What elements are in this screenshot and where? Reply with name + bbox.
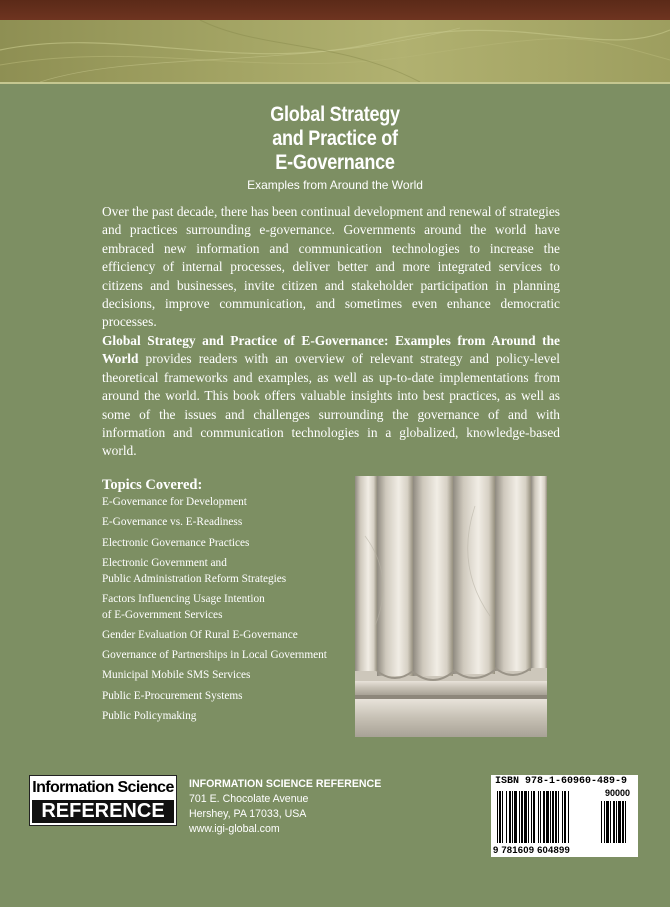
topic-item: Governance of Partnerships in Local Government (102, 649, 327, 661)
marble-column-image (355, 476, 547, 737)
book-title-line-1: Global Strategy (270, 103, 400, 126)
publisher-website: www.igi-global.com (189, 823, 280, 835)
publisher-address-line-1: 701 E. Chocolate Avenue (189, 793, 309, 805)
logo-text-top: Information Science (32, 779, 174, 796)
topic-item: Public Policymaking (102, 710, 197, 722)
price-code: 90000 (604, 788, 630, 798)
description-paragraph-2-text: provides readers with an overview of relevant strategy and policy-level theoretical frameworks and examples, as well as up-to-date implementations from around the world. This book offers valuable insights into best practices, as well as some of the issues and challenges surrounding the governance of and with information and communication technologies in a globalized, knowledge-based world. (102, 351, 560, 459)
barcode-number: 9 781609 604899 (493, 845, 570, 856)
description-paragraph-1: Over the past decade, there has been continual development and renewal of strategies and practices surrounding e-governance. Governments around the world have embraced new information and communication technologies to increase the efficiency of internal processes, deliver better and more integrated services to citizens and businesses, invite citizen and stakeholder participation in planning decisions, improve communication, and sometimes even enhance democratic processes. (102, 204, 560, 330)
description-paragraph-2 (102, 332, 560, 461)
publisher-address-line-2: Hershey, PA 17033, USA (189, 808, 307, 820)
topic-item: E-Governance for Development (102, 496, 247, 508)
topic-line: Public Administration Reform Strategies (102, 572, 287, 585)
logo-text-bottom: REFERENCE (32, 800, 174, 823)
topic-item: Municipal Mobile SMS Services (102, 669, 251, 681)
topics-heading: Topics Covered: (102, 477, 203, 493)
topic-item: Gender Evaluation Of Rural E-Governance (102, 629, 298, 641)
topic-line: Factors Influencing Usage Intention (102, 593, 265, 605)
topic-item: E-Governance vs. E-Readiness (102, 516, 243, 528)
topic-line: Electronic Government and (102, 557, 227, 569)
topic-item: Public E-Procurement Systems (102, 690, 243, 702)
topic-item: Electronic Governance Practices (102, 537, 250, 549)
book-title-line-2: and Practice of (272, 127, 398, 150)
band-divider (0, 82, 670, 84)
barcode-bars (491, 787, 638, 847)
top-brown-band (0, 0, 670, 20)
topic-item (102, 592, 265, 623)
isbn-text: ISBN 978-1-60960-489-9 (495, 776, 628, 787)
topic-line: of E-Government Services (102, 608, 223, 621)
isbn-barcode (491, 775, 638, 857)
publisher-logo (29, 775, 177, 826)
decorative-olive-band (0, 20, 670, 82)
book-title-inline: Global Strategy and Practice of E-Governance: Examples from Around the World (102, 333, 560, 367)
book-subtitle: Examples from Around the World (247, 178, 423, 192)
book-title-line-3: E-Governance (275, 151, 395, 174)
topic-item (102, 556, 286, 587)
publisher-name: INFORMATION SCIENCE REFERENCE (189, 778, 382, 790)
